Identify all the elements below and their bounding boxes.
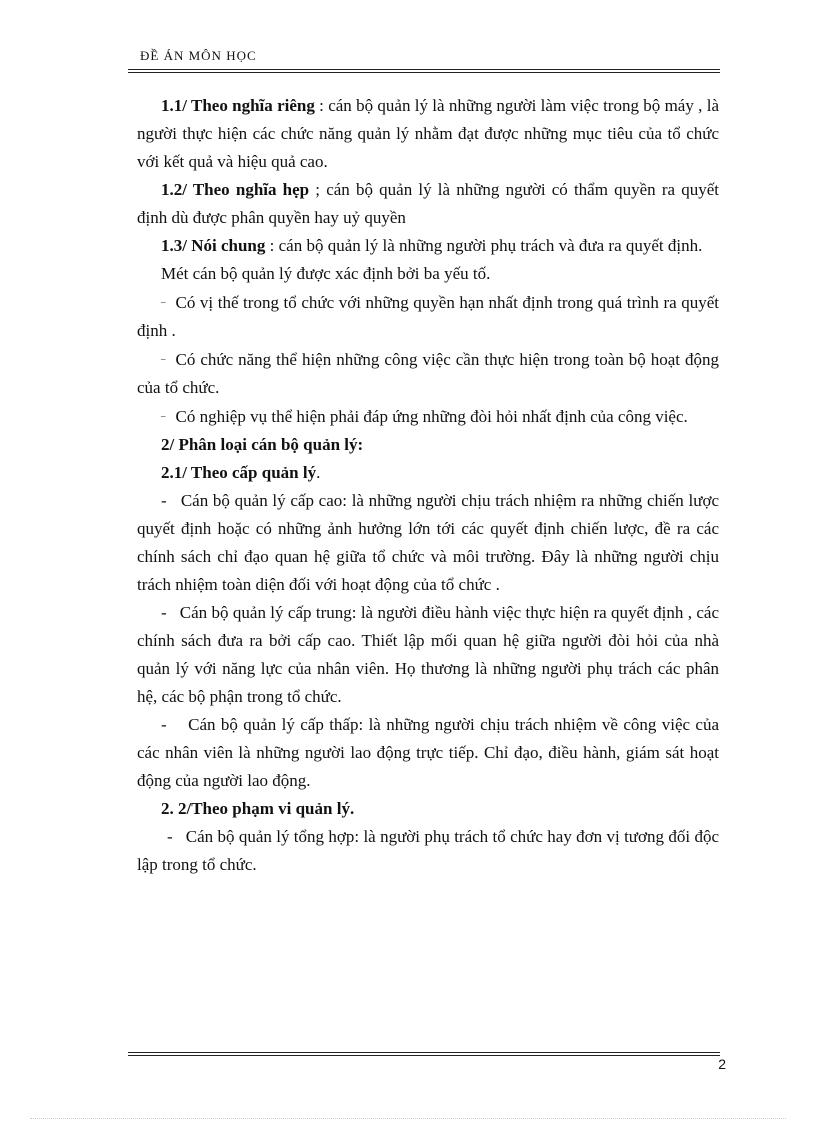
paragraph-1-2 [137,176,719,232]
list-item-middle [137,599,719,711]
dash-marker: - [161,715,167,734]
text-1-1: : cán bộ quản lý là những người làm việc trong bộ máy , là người thực hiện các chức năng quản lý nhằm đạt được những mục tiêu của tổ chức với kết quả và hiệu quả cao. [137,96,719,171]
list-item-function [137,345,719,402]
dash-marker: - [167,827,173,846]
list-item-position-text: Có vị thế trong tổ chức với những quyền hạn nhất định trong quá trình ra quyết định . [137,293,719,340]
list-item-expertise [137,402,719,431]
page-bottom-divider [30,1118,786,1119]
list-item-senior-text: Cán bộ quản lý cấp cao: là những người chịu trách nhiệm ra những chiến lược quyết định hoặc có những ảnh hưởng lớn tới các quyết định chiến lược, đề ra các chính sách chỉ đạo quan hệ giữa tổ chức và môi trường. Đây là những người chịu trách nhiệm toàn diện đối với hoạt động của tổ chức . [137,491,719,594]
heading-2-text: 2/ Phân loại cán bộ quản lý: [161,435,364,454]
list-item-expertise-text: Có nghiệp vụ thể hiện phải đáp ứng những đòi hỏi nhất định của công việc. [175,407,688,426]
heading-2-1 [137,459,719,487]
text-1-2: ; cán bộ quản lý là những người có thẩm quyền ra quyết định dù được phân quyền hay uỷ quyền [137,180,719,227]
heading-2-1-tail: . [316,463,321,482]
heading-2 [137,431,719,459]
heading-1-1: 1.1/ Theo nghĩa riêng [161,96,315,115]
list-item-function-text: Có chức năng thể hiện những công việc cần thực hiện trong toàn bộ hoạt động của tổ chức. [137,350,719,397]
list-item-position [137,288,719,345]
bullet-marker: – [161,411,166,421]
dash-marker: - [161,603,167,622]
heading-2-2-text: 2. 2/Theo phạm vi quản lý. [161,799,355,818]
bullet-marker: – [161,354,166,364]
heading-2-1-text: 2.1/ Theo cấp quản lý [161,463,317,482]
text-1-3: : cán bộ quản lý là những người phụ trách và đưa ra quyết định. [265,236,703,255]
list-item-junior [137,711,719,795]
document-body [137,92,719,879]
footer-rule-bottom [128,1055,720,1056]
page-number: 2 [718,1056,726,1072]
dash-marker: - [161,491,167,510]
header-rule-top [128,69,720,70]
footer-rule-top [128,1052,720,1053]
header-title: ĐỀ ÁN MÔN HỌC [140,48,257,63]
list-item-general [137,823,719,879]
heading-1-2: 1.2/ Theo nghĩa hẹp [161,180,310,199]
paragraph-1-1 [137,92,719,176]
list-item-senior [137,487,719,599]
list-item-junior-text: Cán bộ quản lý cấp thấp: là những người chịu trách nhiệm về công việc của các nhân viên là những người lao động trực tiếp. Chỉ đạo, điều hành, giám sát hoạt động của người lao động. [137,715,719,790]
header-rule-bottom [128,72,720,73]
paragraph-1-3 [137,232,719,260]
bullet-marker: – [161,297,166,307]
list-item-general-text: Cán bộ quản lý tổng hợp: là người phụ trách tổ chức hay đơn vị tương đối độc lập trong tổ chức. [137,827,719,874]
list-item-middle-text: Cán bộ quản lý cấp trung: là người điều hành việc thực hiện ra quyết định , các chính sách đưa ra bởi cấp cao. Thiết lập mối quan hệ giữa người đòi hỏi của nhà quản lý với năng lực của nhân viên. Họ thương là những người phụ trách các phân hệ, các bộ phận trong tổ chức. [137,603,720,706]
heading-2-2 [137,795,719,823]
paragraph-factors-intro: Mét cán bộ quản lý được xác định bởi ba yếu tố. [161,264,491,283]
heading-1-3: 1.3/ Nói chung [161,236,266,255]
